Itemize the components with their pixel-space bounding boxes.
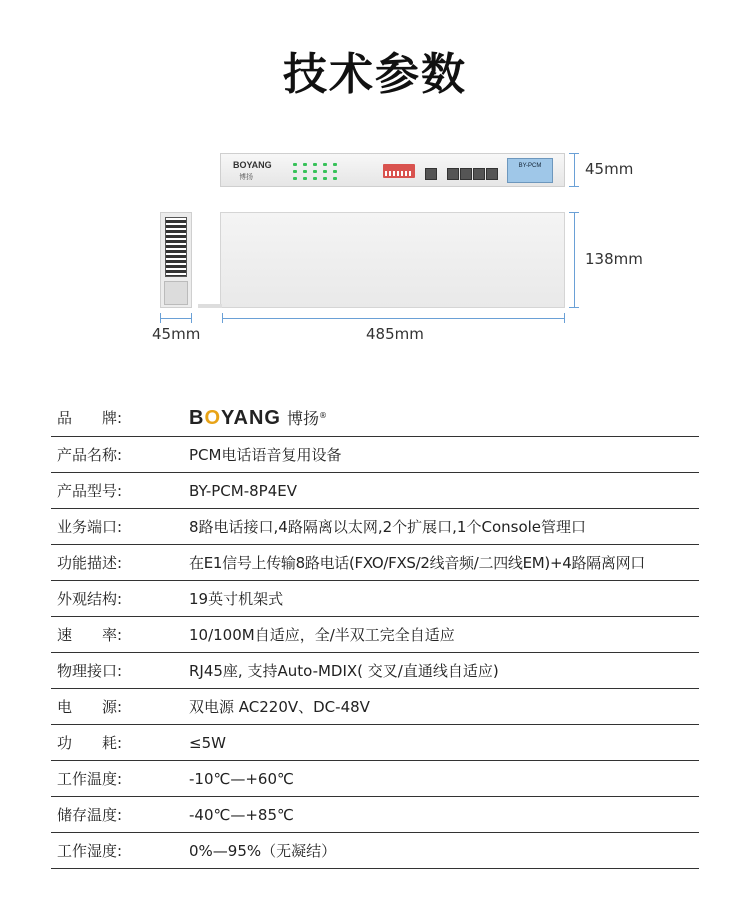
spec-row [51, 797, 699, 833]
spec-row [51, 617, 699, 653]
spec-value: -40℃—+85℃ [189, 805, 294, 824]
spec-row [51, 581, 699, 617]
spec-row [51, 509, 699, 545]
page-title: 技术参数 [283, 49, 467, 100]
led-indicators [293, 163, 347, 181]
dimension-line [574, 153, 575, 187]
spec-key: 电 源: [57, 698, 123, 716]
device-front-panel [220, 153, 565, 187]
spec-key: 工作温度: [57, 770, 123, 788]
dimension-label-width: 485mm [366, 325, 424, 343]
spec-key: 功 耗: [57, 734, 123, 752]
spec-value: 0%—95%（无凝结） [189, 842, 337, 860]
device-foot [198, 304, 222, 308]
ethernet-port [460, 168, 472, 180]
ethernet-port [486, 168, 498, 180]
dimension-label-front-height: 45mm [585, 160, 634, 178]
spec-value: 在E1信号上传输8路电话(FXO/FXS/2线音频/二四线EM)+4路隔离网口 [189, 554, 645, 572]
dimension-label-top-height: 138mm [585, 250, 643, 268]
spec-value: 双电源 AC220V、DC-48V [189, 698, 370, 716]
dip-switch [383, 164, 415, 178]
spec-key: 外观结构: [57, 590, 123, 608]
device-label-plate [507, 158, 553, 183]
spec-value: ≤5W [189, 733, 226, 752]
device-side-view [160, 212, 192, 308]
spec-value: RJ45座, 支持Auto-MDIX( 交叉/直通线自适应) [189, 662, 499, 680]
mount-bracket [164, 281, 188, 305]
spec-key: 储存温度: [57, 806, 123, 824]
spec-row [51, 437, 699, 473]
spec-row [51, 545, 699, 581]
spec-value: BY-PCM-8P4EV [189, 481, 298, 500]
dimension-tick [569, 212, 579, 213]
spec-row [51, 725, 699, 761]
spec-row [51, 653, 699, 689]
dimension-line [574, 212, 575, 308]
dimension-label-depth: 45mm [152, 325, 201, 343]
label-text: BY-PCM [518, 163, 542, 169]
spec-value: 19英寸机架式 [189, 590, 284, 608]
device-logo-cn: 博扬 [239, 173, 253, 181]
brand-letter: B [189, 406, 205, 429]
spec-row-brand [51, 399, 699, 437]
spec-row [51, 761, 699, 797]
brand-letter-o: O [204, 406, 222, 429]
ethernet-port [473, 168, 485, 180]
dimension-tick [569, 153, 579, 154]
spec-value: 10/100M自适应，全/半双工完全自适应 [189, 626, 455, 644]
brand-letters: YANG [221, 406, 281, 429]
vent-grille [165, 217, 187, 277]
spec-key: 工作湿度: [57, 842, 123, 860]
console-port [425, 168, 437, 180]
spec-key: 产品名称: [57, 446, 123, 464]
dimension-tick [564, 313, 565, 323]
brand-name-cn: 博扬 [286, 408, 319, 428]
spec-key: 物理接口: [57, 662, 123, 680]
spec-row [51, 689, 699, 725]
spec-value: PCM电话语音复用设备 [189, 446, 342, 464]
spec-row [51, 473, 699, 509]
spec-key: 品 牌: [57, 409, 123, 427]
spec-key: 业务端口: [57, 518, 123, 536]
brand-wordmark [189, 407, 281, 429]
ethernet-port [447, 168, 459, 180]
device-top-view [220, 212, 565, 308]
spec-value: 8路电话接口,4路隔离以太网,2个扩展口,1个Console管理口 [189, 518, 587, 536]
spec-key: 功能描述: [57, 554, 123, 572]
device-logo: BOYANG [233, 160, 272, 170]
dimension-tick [222, 313, 223, 323]
spec-table [51, 399, 699, 869]
dimension-line [160, 318, 192, 319]
dimension-tick [191, 313, 192, 323]
dimension-line [222, 318, 565, 319]
spec-key: 产品型号: [57, 482, 123, 500]
brand-logo [189, 406, 699, 430]
spec-key: 速 率: [57, 626, 123, 644]
dimension-tick [569, 307, 579, 308]
dimension-tick [569, 186, 579, 187]
registered-mark: ® [318, 410, 327, 420]
spec-row [51, 833, 699, 869]
dimension-tick [160, 313, 161, 323]
spec-value: -10℃—+60℃ [189, 769, 294, 788]
